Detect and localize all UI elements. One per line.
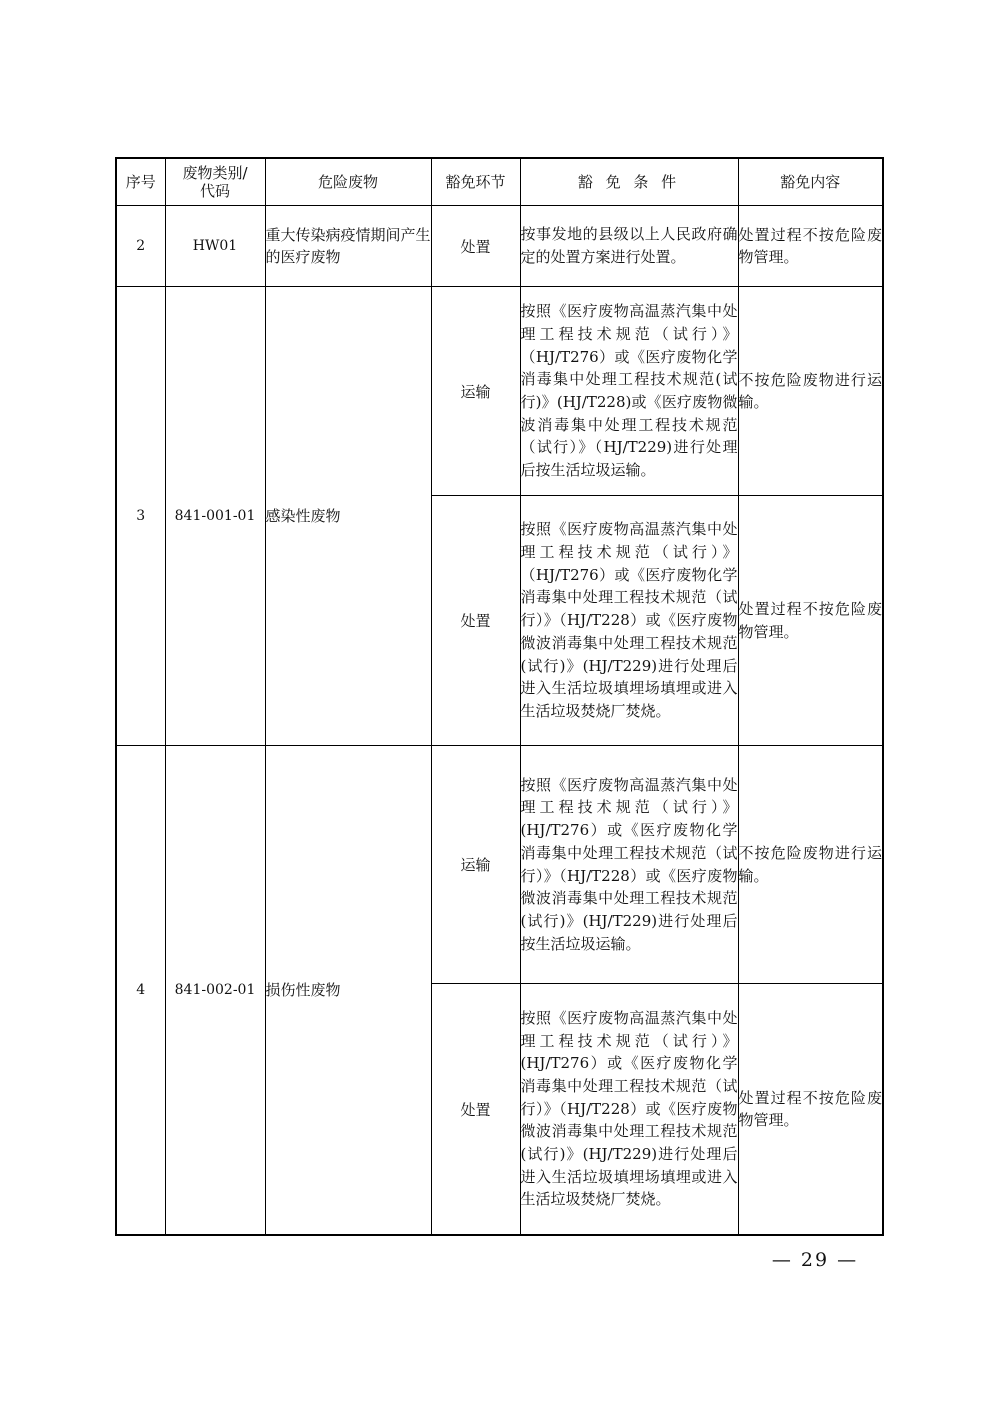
condition-cell: 按事发地的县级以上人民政府确定的处置方案进行处置。 (520, 206, 738, 287)
header-seq: 序号 (116, 158, 165, 206)
condition-cell: 按照《医疗废物高温蒸汽集中处理工程技术规范（试行）》（HJ/T276）或《医疗废物化学消毒集中处理工程技术规范（试行）》（HJ/T228）或《医疗废物微波消毒集中处理工程技术规范(试行)》(HJ/T229)进行处理后进入生活垃圾填埋场填埋或进入生活垃圾焚烧厂焚烧。 (520, 496, 738, 746)
content-cell: 处置过程不按危险废物管理。 (738, 496, 883, 746)
exemption-table (115, 157, 884, 1236)
header-condition: 豁 免 条 件 (520, 158, 738, 206)
table-row (116, 287, 883, 496)
condition-cell: 按照《医疗废物高温蒸汽集中处理工程技术规范（试行）》（HJ/T276）或《医疗废物化学消毒集中处理工程技术规范(试行)》(HJ/T228)或《医疗废物微波消毒集中处理工程技术规范（试行）》（HJ/T229)进行处理后按生活垃圾运输。 (520, 287, 738, 496)
table-row (116, 746, 883, 984)
seq-cell: 2 (116, 206, 165, 287)
waste-cell: 重大传染病疫情期间产生的医疗废物 (265, 206, 431, 287)
condition-cell: 按照《医疗废物高温蒸汽集中处理工程技术规范（试行）》(HJ/T276）或《医疗废物化学消毒集中处理工程技术规范（试行）》（HJ/T228）或《医疗废物微波消毒集中处理工程技术规范(试行)》(HJ/T229)进行处理后按生活垃圾运输。 (520, 746, 738, 984)
content-cell: 不按危险废物进行运输。 (738, 287, 883, 496)
table-row (116, 206, 883, 287)
content-cell: 不按危险废物进行运输。 (738, 746, 883, 984)
code-cell: 841-001-01 (165, 287, 265, 746)
header-waste: 危险废物 (265, 158, 431, 206)
code-cell: HW01 (165, 206, 265, 287)
page-number: — 29 — (771, 1249, 859, 1271)
waste-cell: 感染性废物 (265, 287, 431, 746)
link-cell: 运输 (431, 746, 520, 984)
header-row (116, 158, 883, 206)
seq-cell: 4 (116, 746, 165, 1236)
link-cell: 处置 (431, 984, 520, 1236)
code-cell: 841-002-01 (165, 746, 265, 1236)
link-cell: 运输 (431, 287, 520, 496)
header-content: 豁免内容 (738, 158, 883, 206)
waste-cell: 损伤性废物 (265, 746, 431, 1236)
seq-cell: 3 (116, 287, 165, 746)
link-cell: 处置 (431, 496, 520, 746)
content-cell: 处置过程不按危险废物管理。 (738, 206, 883, 287)
header-category: 废物类别/ 代码 (165, 158, 265, 206)
content-cell: 处置过程不按危险废物管理。 (738, 984, 883, 1236)
link-cell: 处置 (431, 206, 520, 287)
condition-cell: 按照《医疗废物高温蒸汽集中处理工程技术规范（试行）》(HJ/T276）或《医疗废物化学消毒集中处理工程技术规范（试行）》（HJ/T228）或《医疗废物微波消毒集中处理工程技术规范(试行)》(HJ/T229)进行处理后进入生活垃圾填埋场填埋或进入生活垃圾焚烧厂焚烧。 (520, 984, 738, 1236)
header-link: 豁免环节 (431, 158, 520, 206)
